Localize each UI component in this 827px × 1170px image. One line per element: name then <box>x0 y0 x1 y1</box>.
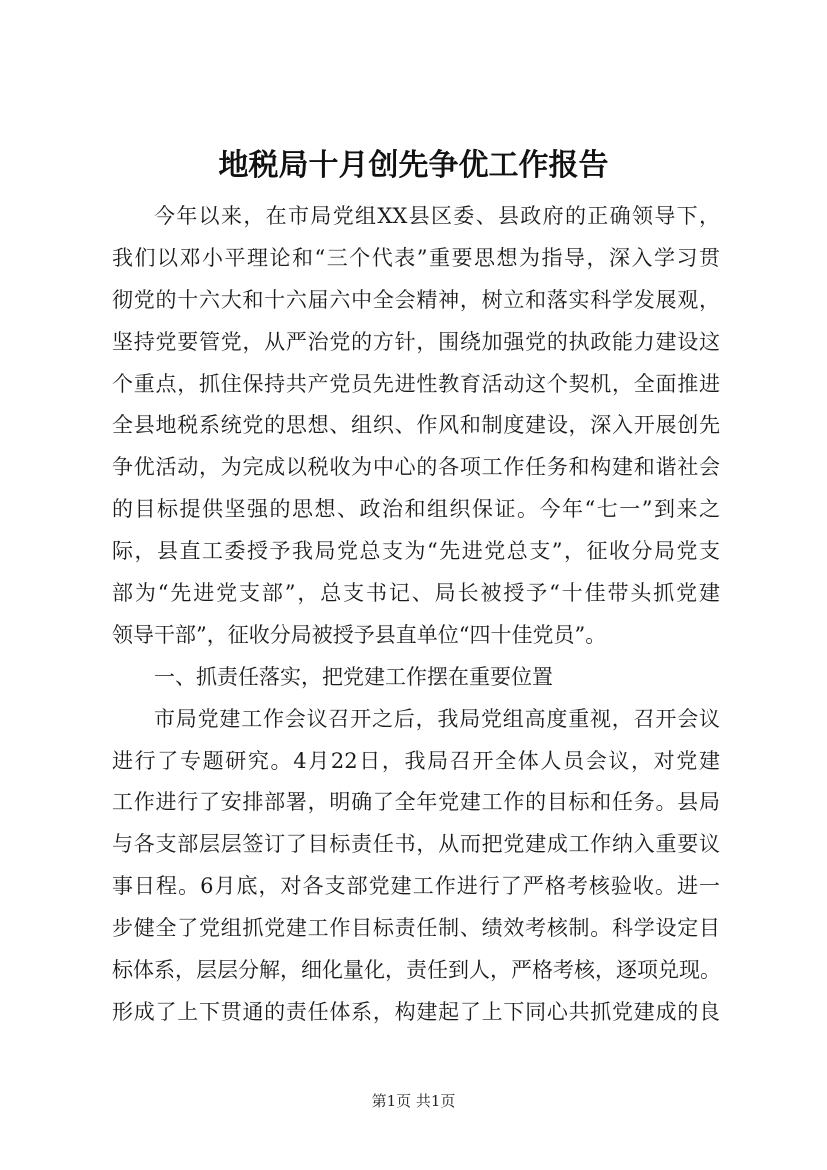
paragraph-line: 个重点，抓住保持共产党员先进性教育活动这个契机，全面推进 <box>112 371 720 396</box>
document-title: 地税局十月创先争优工作报告 <box>218 148 609 183</box>
paragraph-line: 彻党的十六大和十六届六中全会精神，树立和落实科学发展观， <box>112 287 720 312</box>
paragraph-line: 全县地税系统党的思想、组织、作风和制度建设，深入开展创先 <box>112 413 720 438</box>
paragraph-line: 际，县直工委授予我局党总支为“先进党总支”，征收分局党支 <box>112 539 720 564</box>
section-heading: 一、抓责任落实，把党建工作摆在重要位置 <box>154 664 553 689</box>
paragraph-line: 的目标提供坚强的思想、政治和组织保证。今年“七一”到来之 <box>112 497 720 522</box>
paragraph-line: 工作进行了安排部署，明确了全年党建工作的目标和任务。县局 <box>112 790 720 815</box>
paragraph-line: 事日程。6月底，对各支部党建工作进行了严格考核验收。进一 <box>112 874 720 899</box>
paragraph-line: 进行了专题研究。4月22日，我局召开全体人员会议，对党建 <box>112 748 720 773</box>
paragraph-line: 与各支部层层签订了目标责任书，从而把党建成工作纳入重要议 <box>112 832 720 857</box>
paragraph-line: 形成了上下贯通的责任体系，构建起了上下同心共抓党建成的良 <box>112 999 720 1024</box>
paragraph-line: 我们以邓小平理论和“三个代表”重要思想为指导，深入学习贯 <box>112 245 720 270</box>
paragraph-line: 今年以来，在市局党组XX县区委、县政府的正确领导下， <box>154 204 720 228</box>
paragraph-line: 坚持党要管党，从严治党的方针，围绕加强党的执政能力建设这 <box>112 329 720 354</box>
paragraph-line: 争优活动，为完成以税收为中心的各项工作任务和构建和谐社会 <box>112 455 720 480</box>
document-body <box>112 196 720 1034</box>
paragraph-line: 标体系，层层分解，细化量化，责任到人，严格考核，逐项兑现。 <box>112 958 721 983</box>
paragraph-line: 部为“先进党支部”，总支书记、局长被授予“十佳带头抓党建 <box>112 581 720 606</box>
paragraph-line: 市局党建工作会议召开之后，我局党组高度重视，召开会议 <box>154 706 720 731</box>
page-number-footer: 第1页 共1页 <box>371 1092 456 1110</box>
paragraph-line: 领导干部”，征收分局被授予县直单位“四十佳党员”。 <box>112 622 607 647</box>
paragraph-line: 步健全了党组抓党建工作目标责任制、绩效考核制。科学设定目 <box>112 916 720 941</box>
